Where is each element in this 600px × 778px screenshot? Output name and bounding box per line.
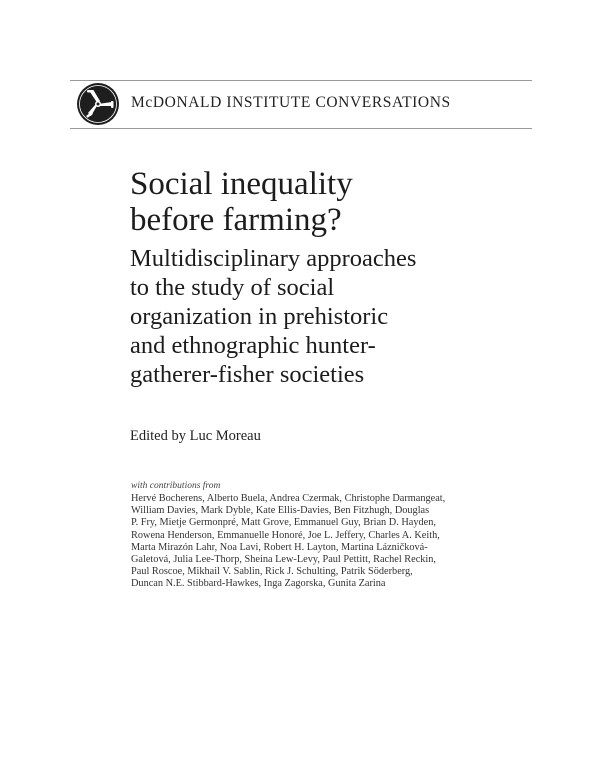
contributors-line: William Davies, Mark Dyble, Kate Ellis-Davies, Ben Fitzhugh, Douglas bbox=[131, 505, 430, 517]
contributors-line: Hervé Bocherens, Alberto Buela, Andrea Czermak, Christophe Darmangeat, bbox=[131, 493, 446, 504]
contributors-line: P. Fry, Mietje Germonpré, Matt Grove, Emmanuel Guy, Brian D. Hayden, bbox=[131, 517, 436, 529]
book-subtitle-line: gatherer-fisher societies bbox=[130, 361, 365, 388]
triskelion-logo-icon bbox=[76, 82, 120, 126]
contributors-line: Duncan N.E. Stibbard-Hawkes, Inga Zagorska, Gunita Zarina bbox=[131, 578, 386, 590]
book-title-line: Social inequality bbox=[130, 166, 353, 202]
book-subtitle bbox=[130, 244, 530, 389]
contributors-line: Marta Mirazón Lahr, Noa Lavi, Robert H. Layton, Martina Lázničková- bbox=[131, 541, 428, 553]
editor-credit: Edited by Luc Moreau bbox=[130, 428, 261, 444]
book-title-line: before farming? bbox=[130, 202, 342, 238]
contributors-line: Paul Roscoe, Mikhail V. Sablin, Rick J. Schulting, Patrik Söderberg, bbox=[131, 566, 413, 578]
book-subtitle-line: Multidisciplinary approaches bbox=[130, 245, 417, 272]
contributors-list bbox=[131, 493, 471, 591]
contributors-line: Rowena Henderson, Emmanuelle Honoré, Joe L. Jeffery, Charles A. Keith, bbox=[131, 529, 440, 541]
contributors-line: Galetová, Julia Lee-Thorp, Sheina Lew-Levy, Paul Pettitt, Rachel Reckin, bbox=[131, 554, 436, 566]
book-subtitle-line: organization in prehistoric bbox=[130, 303, 389, 330]
series-title: McDONALD INSTITUTE CONVERSATIONS bbox=[131, 94, 451, 111]
header-rule-bottom bbox=[70, 128, 532, 129]
book-subtitle-line: to the study of social bbox=[130, 274, 335, 301]
contributors-label: with contributions from bbox=[131, 481, 221, 491]
header-rule-top bbox=[70, 80, 532, 81]
book-title bbox=[130, 166, 530, 238]
book-subtitle-line: and ethnographic hunter- bbox=[130, 332, 376, 359]
